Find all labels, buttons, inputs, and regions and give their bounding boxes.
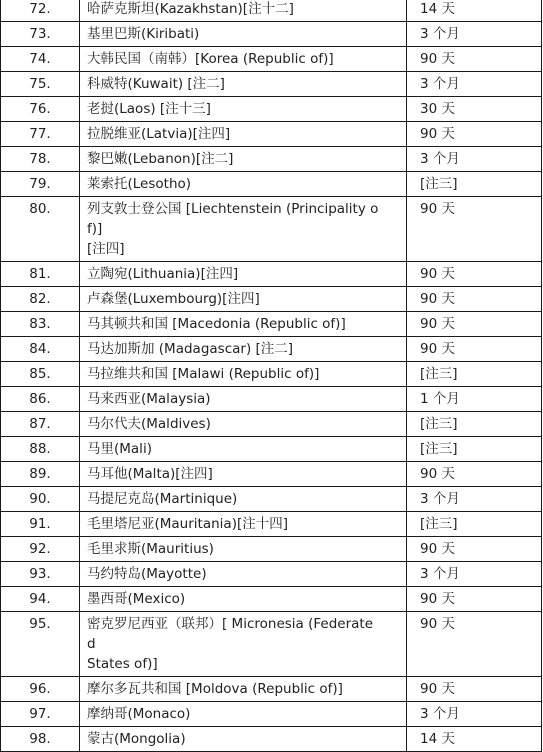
stay-duration: 3 个月 — [407, 487, 542, 512]
country-text-line: 摩尔多瓦共和国 [Moldova (Republic of)] — [87, 681, 343, 697]
stay-duration: 90 天 — [407, 197, 542, 262]
stay-duration: 90 天 — [407, 537, 542, 562]
country-text-line: 卢森堡(Luxembourg)[注四] — [87, 291, 260, 307]
stay-duration: 90 天 — [407, 122, 542, 147]
row-number: 79. — [1, 172, 80, 197]
country-cell — [80, 437, 407, 462]
country-text-line: 哈萨克斯坦(Kazakhstan)[注十二] — [87, 1, 294, 17]
country-text-line: 毛里塔尼亚(Mauritania)[注十四] — [87, 516, 288, 532]
table-row — [1, 147, 542, 172]
stay-duration: 90 天 — [407, 612, 542, 677]
country-cell — [80, 337, 407, 362]
row-number: 77. — [1, 122, 80, 147]
table-row — [1, 262, 542, 287]
country-cell — [80, 537, 407, 562]
table-row — [1, 172, 542, 197]
row-number: 95. — [1, 612, 80, 677]
row-number: 73. — [1, 22, 80, 47]
country-cell — [80, 287, 407, 312]
country-text-line: 大韩民国（南韩）[Korea (Republic of)] — [87, 51, 334, 67]
stay-duration: 14 天 — [407, 0, 542, 22]
country-cell — [80, 612, 407, 677]
country-cell — [80, 487, 407, 512]
country-text-line: States of)] — [87, 656, 158, 672]
country-text-line: 墨西哥(Mexico) — [87, 591, 186, 607]
table-row — [1, 537, 542, 562]
table-row — [1, 512, 542, 537]
table-row — [1, 122, 542, 147]
table-row — [1, 287, 542, 312]
table-row — [1, 22, 542, 47]
stay-duration: 3 个月 — [407, 22, 542, 47]
country-cell — [80, 172, 407, 197]
country-cell — [80, 47, 407, 72]
row-number: 82. — [1, 287, 80, 312]
stay-duration: 90 天 — [407, 287, 542, 312]
stay-duration: 30 天 — [407, 97, 542, 122]
row-number: 92. — [1, 537, 80, 562]
country-text-line: [注四] — [87, 241, 125, 257]
country-text-line: 摩纳哥(Monaco) — [87, 706, 191, 722]
table-row — [1, 72, 542, 97]
country-text-line: 蒙古(Mongolia) — [87, 731, 186, 747]
country-text-line: 马达加斯加 (Madagascar) [注二] — [87, 341, 294, 357]
table-row — [1, 387, 542, 412]
stay-duration: 90 天 — [407, 312, 542, 337]
row-number: 81. — [1, 262, 80, 287]
row-number: 84. — [1, 337, 80, 362]
country-text-line: 密克罗尼西亚（联邦）[ Micronesia (Federate — [87, 616, 373, 632]
row-number: 96. — [1, 677, 80, 702]
table-row — [1, 362, 542, 387]
country-text-line: 科威特(Kuwait) [注二] — [87, 76, 225, 92]
row-number: 91. — [1, 512, 80, 537]
table-row — [1, 562, 542, 587]
country-cell — [80, 312, 407, 337]
table-row — [1, 727, 542, 752]
row-number: 94. — [1, 587, 80, 612]
table-row — [1, 437, 542, 462]
country-cell — [80, 22, 407, 47]
table-row — [1, 612, 542, 677]
stay-duration: 3 个月 — [407, 702, 542, 727]
stay-duration: 90 天 — [407, 462, 542, 487]
row-number: 86. — [1, 387, 80, 412]
country-text-line: 列支敦士登公国 [Liechtenstein (Principality o — [87, 201, 379, 217]
table-body — [1, 0, 542, 752]
table-row — [1, 47, 542, 72]
stay-duration: 90 天 — [407, 47, 542, 72]
row-number: 88. — [1, 437, 80, 462]
row-number: 89. — [1, 462, 80, 487]
stay-duration: 3 个月 — [407, 147, 542, 172]
country-cell — [80, 462, 407, 487]
country-text-line: d — [87, 636, 96, 652]
country-text-line: 莱索托(Lesotho) — [87, 176, 192, 192]
country-text-line: 马约特岛(Mayotte) — [87, 566, 207, 582]
row-number: 72. — [1, 0, 80, 22]
row-number: 74. — [1, 47, 80, 72]
table-row — [1, 412, 542, 437]
row-number: 80. — [1, 197, 80, 262]
stay-duration: 1 个月 — [407, 387, 542, 412]
stay-duration: 14 天 — [407, 727, 542, 752]
row-number: 93. — [1, 562, 80, 587]
row-number: 83. — [1, 312, 80, 337]
country-cell — [80, 0, 407, 22]
stay-duration: [注三] — [407, 437, 542, 462]
country-text-line: 马耳他(Malta)[注四] — [87, 466, 213, 482]
country-text-line: 马提尼克岛(Martinique) — [87, 491, 238, 507]
stay-duration: [注三] — [407, 412, 542, 437]
table-row — [1, 487, 542, 512]
country-text-line: 马里(Mali) — [87, 441, 152, 457]
country-cell — [80, 197, 407, 262]
row-number: 76. — [1, 97, 80, 122]
country-cell — [80, 412, 407, 437]
table-row — [1, 702, 542, 727]
country-text-line: 老挝(Laos) [注十三] — [87, 101, 211, 117]
stay-duration: [注三] — [407, 362, 542, 387]
row-number: 78. — [1, 147, 80, 172]
table-row — [1, 97, 542, 122]
table-row — [1, 462, 542, 487]
row-number: 85. — [1, 362, 80, 387]
country-text-line: 马尔代夫(Maldives) — [87, 416, 211, 432]
country-cell — [80, 122, 407, 147]
country-cell — [80, 677, 407, 702]
country-cell — [80, 727, 407, 752]
table-row — [1, 337, 542, 362]
stay-duration: 90 天 — [407, 262, 542, 287]
country-cell — [80, 262, 407, 287]
row-number: 90. — [1, 487, 80, 512]
table-row — [1, 197, 542, 262]
row-number: 97. — [1, 702, 80, 727]
country-text-line: 毛里求斯(Mauritius) — [87, 541, 214, 557]
country-cell — [80, 97, 407, 122]
table-row — [1, 312, 542, 337]
stay-duration: 90 天 — [407, 337, 542, 362]
row-number: 98. — [1, 727, 80, 752]
stay-duration: 90 天 — [407, 677, 542, 702]
country-text-line: 立陶宛(Lithuania)[注四] — [87, 266, 239, 282]
country-text-line: 基里巴斯(Kiribati) — [87, 26, 200, 42]
stay-duration: [注三] — [407, 172, 542, 197]
country-cell — [80, 362, 407, 387]
table-row — [1, 677, 542, 702]
country-text-line: 黎巴嫩(Lebanon)[注二] — [87, 151, 234, 167]
table-row — [1, 0, 542, 22]
country-text-line: 马其顿共和国 [Macedonia (Republic of)] — [87, 316, 346, 332]
country-cell — [80, 562, 407, 587]
country-cell — [80, 72, 407, 97]
stay-duration: 3 个月 — [407, 72, 542, 97]
country-cell — [80, 387, 407, 412]
country-cell — [80, 587, 407, 612]
country-text-line: f)] — [87, 221, 103, 237]
country-cell — [80, 702, 407, 727]
table-row — [1, 587, 542, 612]
stay-duration: 3 个月 — [407, 562, 542, 587]
row-number: 87. — [1, 412, 80, 437]
country-text-line: 马拉维共和国 [Malawi (Republic of)] — [87, 366, 320, 382]
country-text-line: 马来西亚(Malaysia) — [87, 391, 211, 407]
country-cell — [80, 512, 407, 537]
stay-duration: 90 天 — [407, 587, 542, 612]
stay-duration: [注三] — [407, 512, 542, 537]
country-text-line: 拉脱维亚(Latvia)[注四] — [87, 126, 231, 142]
country-cell — [80, 147, 407, 172]
row-number: 75. — [1, 72, 80, 97]
